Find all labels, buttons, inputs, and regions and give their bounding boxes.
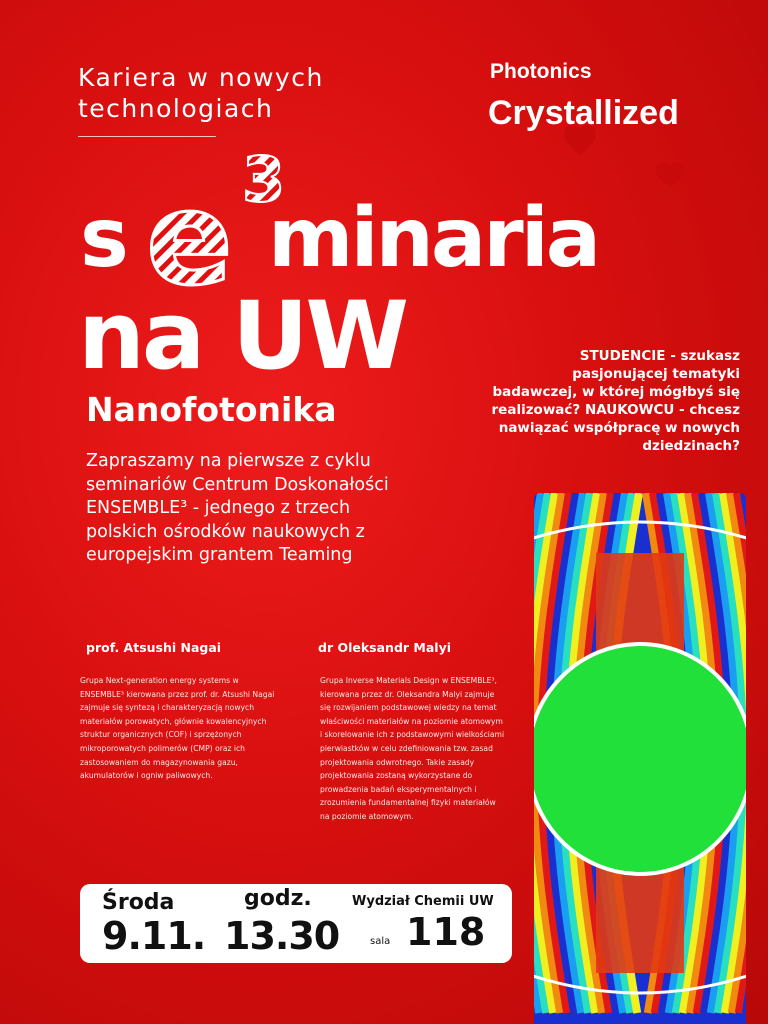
event-time: 13.30: [224, 914, 340, 958]
heart-icon: [560, 120, 710, 200]
title-line-2: na UW: [78, 282, 407, 391]
title-letter-s: s: [80, 191, 126, 286]
brand-main-text: Crystallized: [488, 94, 679, 132]
tagline-divider: [78, 136, 216, 137]
event-hour-label: godz.: [244, 886, 312, 911]
event-day: Środa: [102, 890, 175, 915]
speaker-1-name: prof. Atsushi Nagai: [86, 640, 222, 655]
event-info-box: [80, 884, 512, 963]
speaker-2-name: dr Oleksandr Malyi: [318, 640, 451, 655]
brand-top-text: Photonics: [490, 60, 592, 83]
event-room-label: sala: [370, 936, 391, 947]
event-department: Wydział Chemii UW: [352, 894, 494, 909]
speaker-1-description: Grupa Next-generation energy systems w ENSEMBLE³ kierowana przez prof. dr. Atsushi Nagai zajmuje się syntezą i charakteryzacją nowych materiałów porowatych, głównie kowalencyjnych struktur organicznych (COF) i sprzężonych mikroporowatych polimerów (CMP) oraz ich zastosowaniem do magazynowania gazu, akumulatorów i ogniw paliwowych.: [80, 676, 275, 781]
e-cubed-mark: [146, 145, 286, 295]
event-room: 118: [406, 910, 486, 954]
intro-paragraph: Zapraszamy na pierwsze z cyklu seminariów Centrum Doskonałości ENSEMBLE³ - jednego z trzech polskich ośrodków naukowych z europejskim grantem Teaming: [86, 451, 389, 565]
nanophotonics-simulation-image: [534, 493, 746, 1024]
event-date: 9.11.: [102, 914, 206, 958]
audience-questions: STUDENCIE - szukasz pasjonującej tematyki badawczej, w której mógłbyś się realizować? NAUKOWCU - chcesz nawiązać współpracę w nowych dziedzinach?: [491, 348, 740, 454]
subtitle: Nanofotonika: [86, 390, 337, 429]
title-superscript: 3: [242, 145, 286, 216]
title-letter-e: e: [146, 165, 233, 295]
title-word-minaria: minaria: [268, 191, 599, 286]
speaker-2-description: Grupa Inverse Materials Design w ENSEMBLE³, kierowana przez dr. Oleksandra Malyi zajmuje się rozwijaniem podstawowej wiedzy na temat właściwości materiałów na poziomie atomowym i skorelowanie ich z podstawowymi wielkościami pierwiastków w celu zdefiniowania tzw. zasad projektowania odwrotnego. Takie zasady projektowania zostaną wykorzystane do prowadzenia badań eksperymentalnych i zrozumienia fundamentalnej fizyki materiałów na poziomie atomowym.: [320, 676, 505, 821]
tagline: Kariera w nowych technologiach: [78, 63, 324, 123]
